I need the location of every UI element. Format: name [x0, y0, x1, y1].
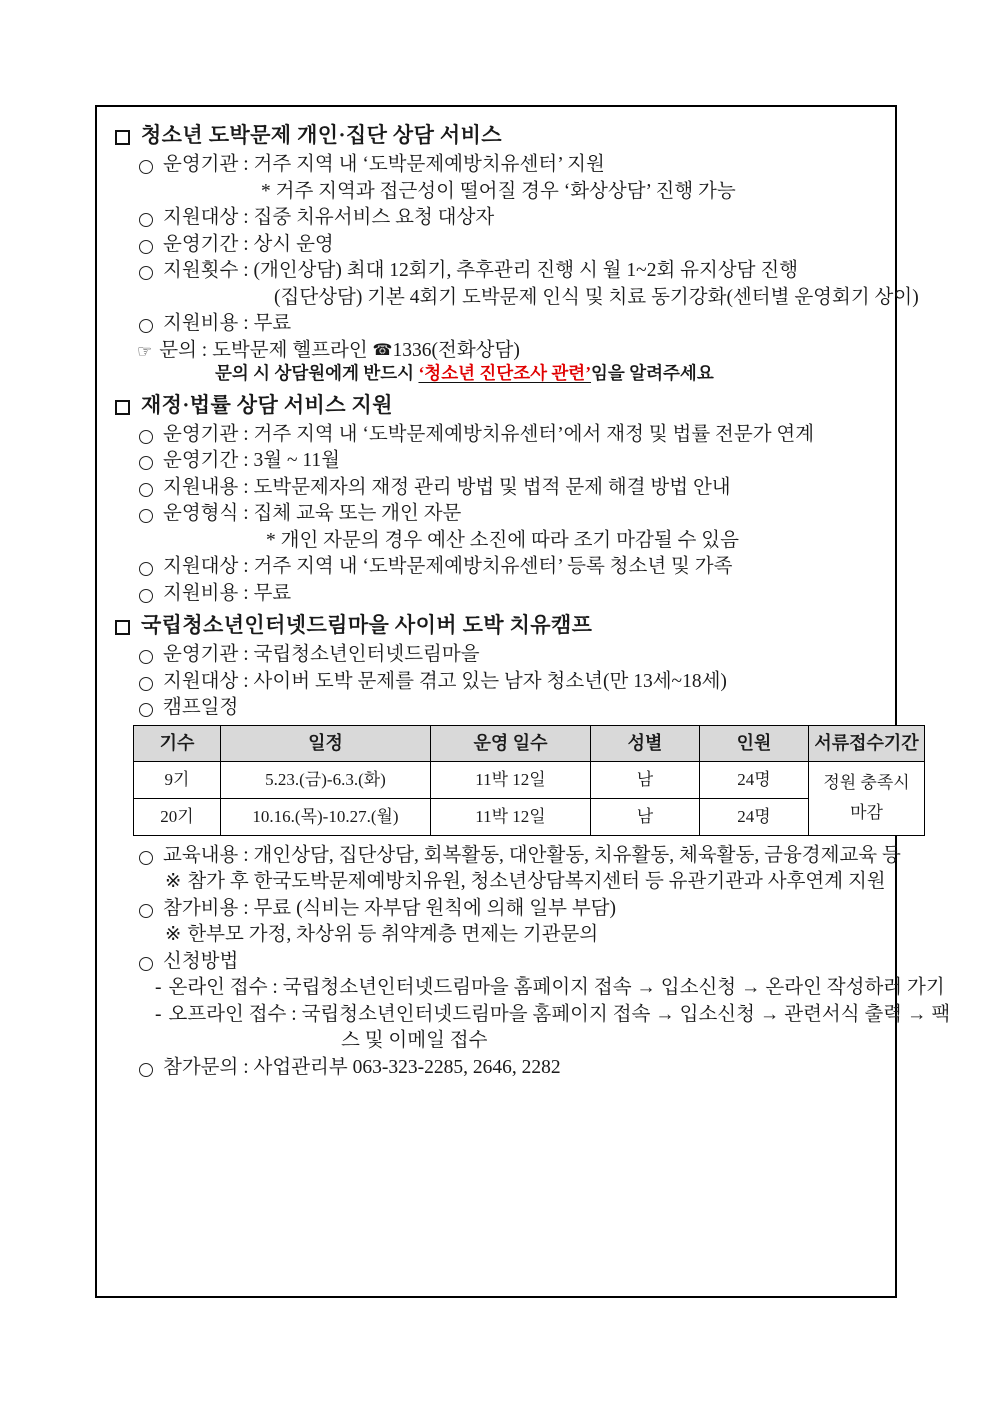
list-item [111, 952, 881, 972]
list-item [111, 155, 881, 175]
helpline-label [159, 341, 520, 361]
column-header-ilsu: 운영 일수 [431, 725, 591, 761]
document-body [111, 123, 951, 1078]
continuation-line: * 거주 지역과 접근성이 떨어질 경우 ‘화상상담’ 진행 가능 [261, 180, 736, 202]
list-item-label: 참가비용 : 무료 (식비는 자부담 원칙에 의해 일부 부담) [163, 897, 616, 919]
circle-marker-icon [139, 957, 153, 971]
cell-gisu: 9기 [134, 761, 221, 798]
circle-marker-icon [139, 456, 153, 470]
square-marker-icon [115, 400, 130, 415]
column-header-iljeong: 일정 [221, 725, 431, 761]
note-line [111, 925, 881, 945]
list-item-label: 지원대상 : 거주 지역 내 ‘도박문제예방치유센터’ 등록 청소년 및 가족 [163, 556, 733, 577]
cell-iljeong: 5.23.(금)-6.3.(화) [221, 761, 431, 798]
helpline-notice [111, 341, 881, 361]
list-item-label: 운영기관 : 거주 지역 내 ‘도박문제예방치유센터’ 지원 [163, 154, 605, 175]
list-item-label: 지원비용 : 무료 [163, 313, 292, 334]
section-heading-label: 재정·법률 상담 서비스 지원 [141, 392, 393, 417]
list-item-label: 운영기간 : 상시 운영 [163, 233, 334, 255]
cell-iljeong: 10.16.(목)-10.27.(월) [221, 798, 431, 835]
list-item [111, 844, 901, 866]
sub-list-item [111, 977, 945, 998]
list-item-label: 참가문의 : 사업관리부 063-323-2285, 2646, 2282 [163, 1056, 561, 1078]
circle-marker-icon [139, 703, 153, 717]
list-item-label: 운영형식 : 집체 교육 또는 개인 자문 [163, 503, 462, 524]
camp-schedule-table-container [111, 725, 919, 836]
cell-inwon: 24명 [700, 761, 809, 798]
circle-marker-icon [139, 1063, 153, 1077]
circle-marker-icon [139, 319, 153, 333]
cell-gender: 남 [591, 798, 700, 835]
list-item [111, 584, 881, 604]
circle-marker-icon [139, 266, 153, 280]
circle-marker-icon [139, 904, 153, 918]
note-label: 참가 후 한국도박문제예방치유원, 청소년상담복지센터 등 유관기관과 사후연계 지원 [187, 871, 886, 892]
list-item [111, 478, 881, 498]
note-label: 한부모 가정, 차상위 등 취약계층 면제는 기관문의 [187, 924, 599, 945]
list-item [111, 672, 881, 692]
list-item [111, 899, 881, 919]
list-item [111, 235, 881, 255]
emphasis-highlight: ‘청소년 진단조사 관련’ [418, 363, 592, 383]
reference-mark-icon: ※ [165, 924, 182, 945]
square-marker-icon [115, 130, 130, 145]
circle-marker-icon [139, 677, 153, 691]
circle-marker-icon [139, 213, 153, 227]
table-header-row [134, 725, 925, 761]
continuation-line: (집단상담) 기본 4회기 도박문제 인식 및 치료 동기강화(센터별 운영회기 상이) [274, 286, 919, 308]
list-item-label: 지원대상 : 사이버 도박 문제를 겪고 있는 남자 청소년(만 13세~18세) [163, 670, 727, 692]
cell-period-line1: 정원 충족시 [823, 773, 910, 793]
list-item [111, 504, 881, 524]
list-item [111, 261, 881, 281]
section-individual-group-counseling [111, 123, 919, 383]
list-item-label: 지원내용 : 도박문제자의 재정 관리 방법 및 법적 문제 해결 방법 안내 [163, 476, 731, 498]
table-row [134, 761, 925, 798]
telephone-icon: ☎ [372, 341, 393, 359]
list-item-label: 신청방법 [163, 950, 239, 972]
list-item-label: 운영기관 : 국립청소년인터넷드림마을 [163, 644, 480, 665]
table-row [134, 798, 925, 835]
list-item [111, 314, 881, 334]
column-header-inwon: 인원 [700, 725, 809, 761]
section-cyber-gambling-healing-camp [111, 613, 951, 1078]
cell-inwon: 24명 [700, 798, 809, 835]
emphasis-after: 임을 알려주세요 [591, 363, 714, 383]
list-item-label: 지원대상 : 집중 치유서비스 요청 대상자 [163, 207, 495, 228]
cell-period-merged [809, 761, 925, 835]
list-item [111, 425, 881, 445]
section-heading [111, 615, 881, 636]
section-finance-legal-counseling [111, 392, 881, 604]
list-item [111, 557, 881, 577]
emphasis-before: 문의 시 상담원에게 반드시 [215, 363, 419, 383]
pointing-hand-icon: ☞ [137, 341, 153, 361]
emphasis-notice [111, 365, 881, 383]
list-item-label: 지원횟수 : (개인상담) 최대 12회기, 추후관리 진행 시 월 1~2회 유지상담 진행 [163, 260, 799, 281]
circle-marker-icon [139, 483, 153, 497]
camp-schedule-table [133, 725, 925, 836]
dash-marker-icon: - [155, 1003, 162, 1025]
section-heading [111, 392, 881, 417]
continuation-line: 스 및 이메일 접수 [341, 1030, 488, 1051]
column-header-gisu: 기수 [134, 725, 221, 761]
circle-marker-icon [139, 430, 153, 444]
helpline-number: 1336(전화상담) [392, 339, 520, 361]
list-item [111, 208, 881, 228]
helpline-label-text: 문의 : 도박문제 헬프라인 [159, 339, 368, 361]
reference-mark-icon: ※ [165, 871, 182, 892]
list-item [111, 698, 881, 718]
note-line [111, 871, 886, 892]
column-header-period: 서류접수기간 [809, 725, 925, 761]
list-item [111, 645, 881, 665]
sub-list-item-label: 온라인 접수 : 국립청소년인터넷드림마을 홈페이지 접속 → 입소신청 → 온라인 작성하러 가기 [168, 977, 945, 998]
section-heading [111, 125, 881, 146]
cell-period-line2: 마감 [850, 803, 883, 822]
list-item-label: 캠프일정 [163, 697, 239, 718]
list-item-label: 지원비용 : 무료 [163, 582, 292, 604]
circle-marker-icon [139, 589, 153, 603]
dash-marker-icon: - [155, 977, 162, 998]
document-page-frame [95, 105, 951, 1298]
circle-marker-icon [139, 562, 153, 576]
cell-gisu: 20기 [134, 798, 221, 835]
column-header-gender: 성별 [591, 725, 700, 761]
circle-marker-icon [139, 160, 153, 174]
circle-marker-icon [139, 851, 153, 865]
list-item-label: 교육내용 : 개인상담, 집단상담, 회복활동, 대안활동, 치유활동, 체육활동, 금융경제교육 등 [163, 844, 901, 866]
circle-marker-icon [139, 240, 153, 254]
cell-gender: 남 [591, 761, 700, 798]
list-item-label: 운영기관 : 거주 지역 내 ‘도박문제예방치유센터’에서 재정 및 법률 전문가 연계 [163, 423, 815, 445]
continuation-line: * 개인 자문의 경우 예산 소진에 따라 조기 마감될 수 있음 [266, 529, 739, 551]
list-item-label: 운영기간 : 3월 ~ 11월 [163, 450, 341, 471]
sub-list-item-label: 오프라인 접수 : 국립청소년인터넷드림마을 홈페이지 접속 → 입소신청 → 관련서식 출력 → 팩 [168, 1003, 951, 1025]
circle-marker-icon [139, 509, 153, 523]
cell-ilsu: 11박 12일 [431, 761, 591, 798]
list-item [111, 1058, 881, 1078]
sub-list-item [111, 1003, 951, 1025]
list-item [111, 451, 881, 471]
section-heading-label: 청소년 도박문제 개인·집단 상담 서비스 [141, 123, 502, 147]
circle-marker-icon [139, 650, 153, 664]
cell-ilsu: 11박 12일 [431, 798, 591, 835]
section-heading-label: 국립청소년인터넷드림마을 사이버 도박 치유캠프 [141, 613, 593, 637]
square-marker-icon [115, 620, 130, 635]
